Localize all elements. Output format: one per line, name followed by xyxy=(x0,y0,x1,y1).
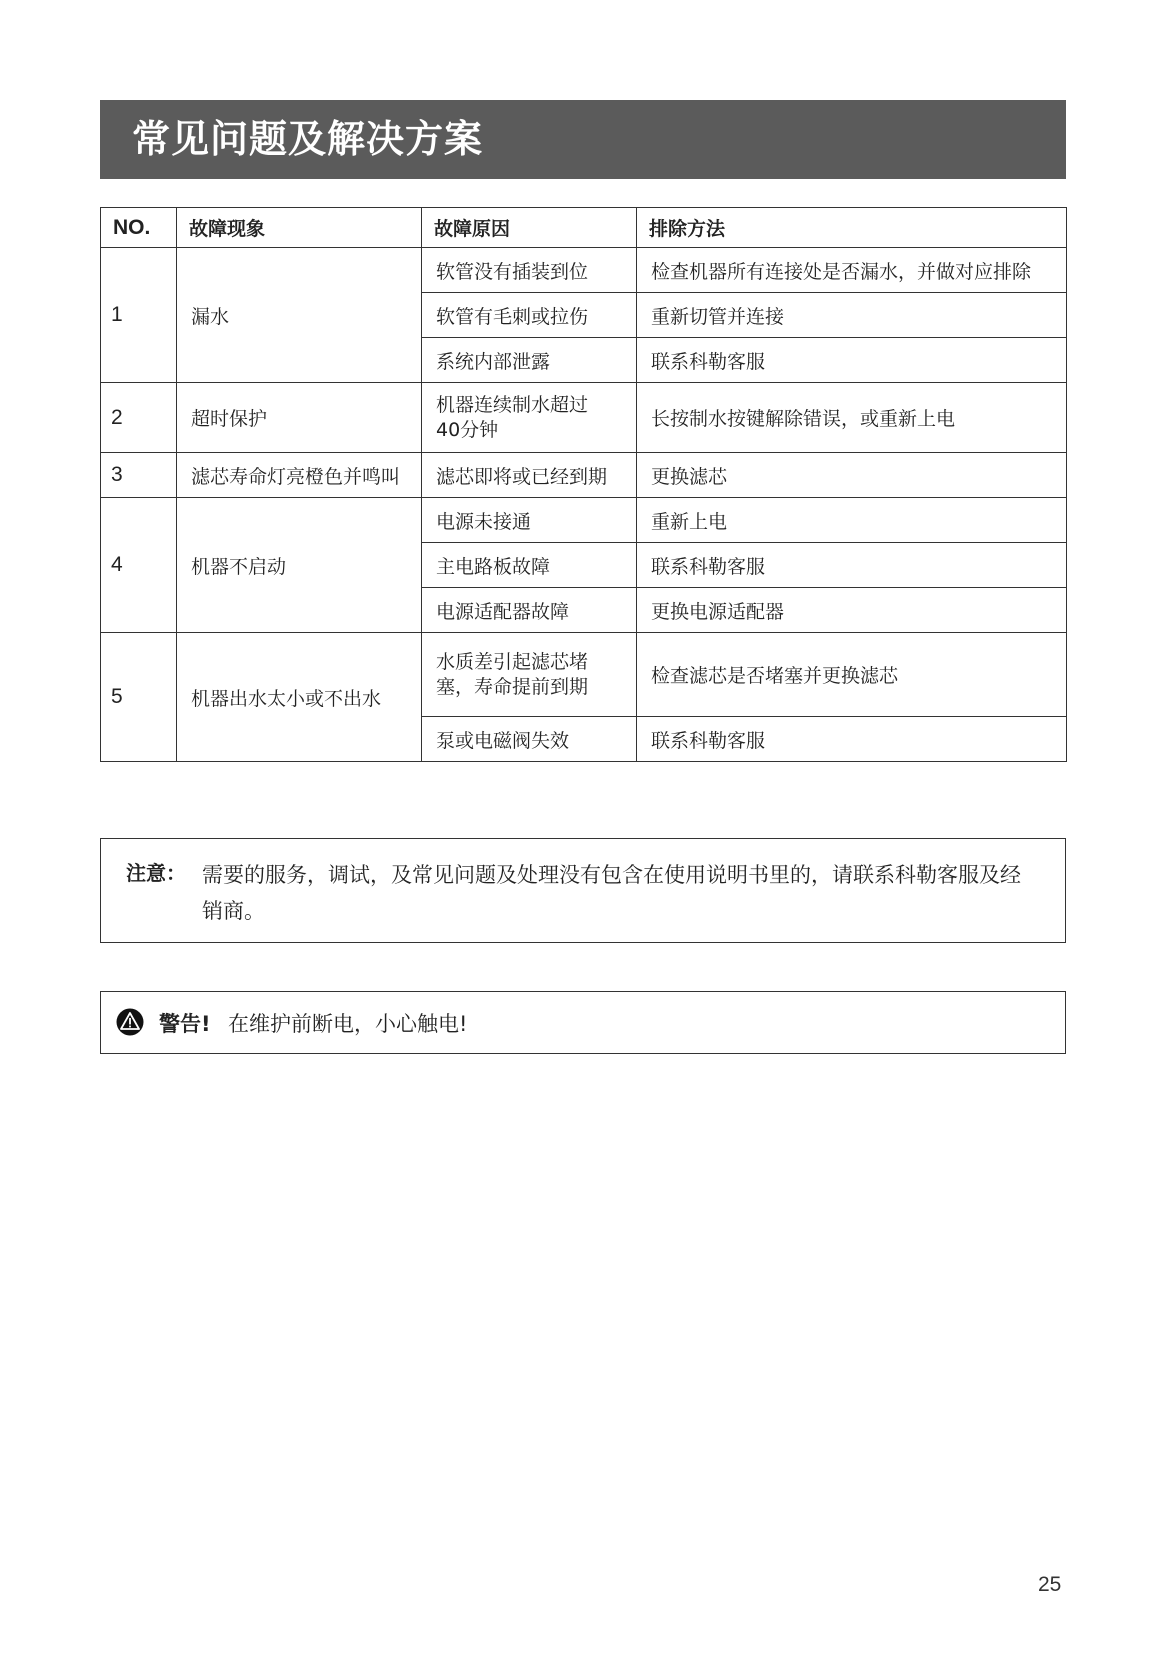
solution-cell: 联系科勒客服 xyxy=(637,717,1067,762)
solution-cell: 更换滤芯 xyxy=(637,453,1067,498)
solution-cell: 联系科勒客服 xyxy=(637,543,1067,588)
cause-line: 机器连续制水超过 xyxy=(436,393,589,416)
solution-cell: 重新切管并连接 xyxy=(637,293,1067,338)
solution-cell: 检查滤芯是否堵塞并更换滤芯 xyxy=(637,633,1067,717)
symptom-cell: 滤芯寿命灯亮橙色并鸣叫 xyxy=(177,453,422,498)
cause-cell xyxy=(422,383,637,453)
row-number: 4 xyxy=(101,498,177,633)
warning-text: 在维护前断电，小心触电! xyxy=(228,1012,468,1036)
cause-cell: 系统内部泄露 xyxy=(422,338,637,383)
cause-line: 40分钟 xyxy=(436,418,499,441)
cause-line: 塞，寿命提前到期 xyxy=(436,675,589,698)
table-row xyxy=(101,248,1067,293)
header-no: NO. xyxy=(101,208,177,248)
note-box xyxy=(100,838,1066,943)
troubleshooting-table xyxy=(100,207,1067,762)
row-number: 1 xyxy=(101,248,177,383)
warning-box xyxy=(100,991,1066,1054)
symptom-cell: 漏水 xyxy=(177,248,422,383)
symptom-cell: 超时保护 xyxy=(177,383,422,453)
header-solution: 排除方法 xyxy=(637,208,1067,248)
cause-cell: 软管没有插装到位 xyxy=(422,248,637,293)
header-cause: 故障原因 xyxy=(422,208,637,248)
solution-cell: 重新上电 xyxy=(637,498,1067,543)
row-number: 2 xyxy=(101,383,177,453)
header-symptom: 故障现象 xyxy=(177,208,422,248)
table-row xyxy=(101,383,1067,453)
row-number: 5 xyxy=(101,633,177,762)
symptom-cell: 机器不启动 xyxy=(177,498,422,633)
cause-cell: 电源适配器故障 xyxy=(422,588,637,633)
title-bar xyxy=(100,100,1066,179)
cause-cell xyxy=(422,633,637,717)
warning-icon xyxy=(116,1008,144,1036)
note-text: 需要的服务，调试，及常见问题及处理没有包含在使用说明书里的，请联系科勒客服及经销商。 xyxy=(202,863,1021,923)
cause-cell: 软管有毛刺或拉伤 xyxy=(422,293,637,338)
symptom-cell: 机器出水太小或不出水 xyxy=(177,633,422,762)
table-row xyxy=(101,453,1067,498)
solution-cell: 检查机器所有连接处是否漏水，并做对应排除 xyxy=(637,248,1067,293)
cause-cell: 滤芯即将或已经到期 xyxy=(422,453,637,498)
cause-cell: 主电路板故障 xyxy=(422,543,637,588)
page-number: 25 xyxy=(1038,1573,1062,1596)
page-title: 常见问题及解决方案 xyxy=(132,117,484,161)
solution-cell: 长按制水按键解除错误，或重新上电 xyxy=(637,383,1067,453)
row-number: 3 xyxy=(101,453,177,498)
cause-cell: 电源未接通 xyxy=(422,498,637,543)
cause-line: 水质差引起滤芯堵 xyxy=(436,650,589,673)
cause-cell: 泵或电磁阀失效 xyxy=(422,717,637,762)
table-row xyxy=(101,633,1067,717)
table-row xyxy=(101,498,1067,543)
table-header-row xyxy=(101,208,1067,248)
solution-cell: 更换电源适配器 xyxy=(637,588,1067,633)
solution-cell: 联系科勒客服 xyxy=(637,338,1067,383)
warning-label: 警告! xyxy=(159,1012,211,1036)
note-label: 注意： xyxy=(126,861,186,885)
